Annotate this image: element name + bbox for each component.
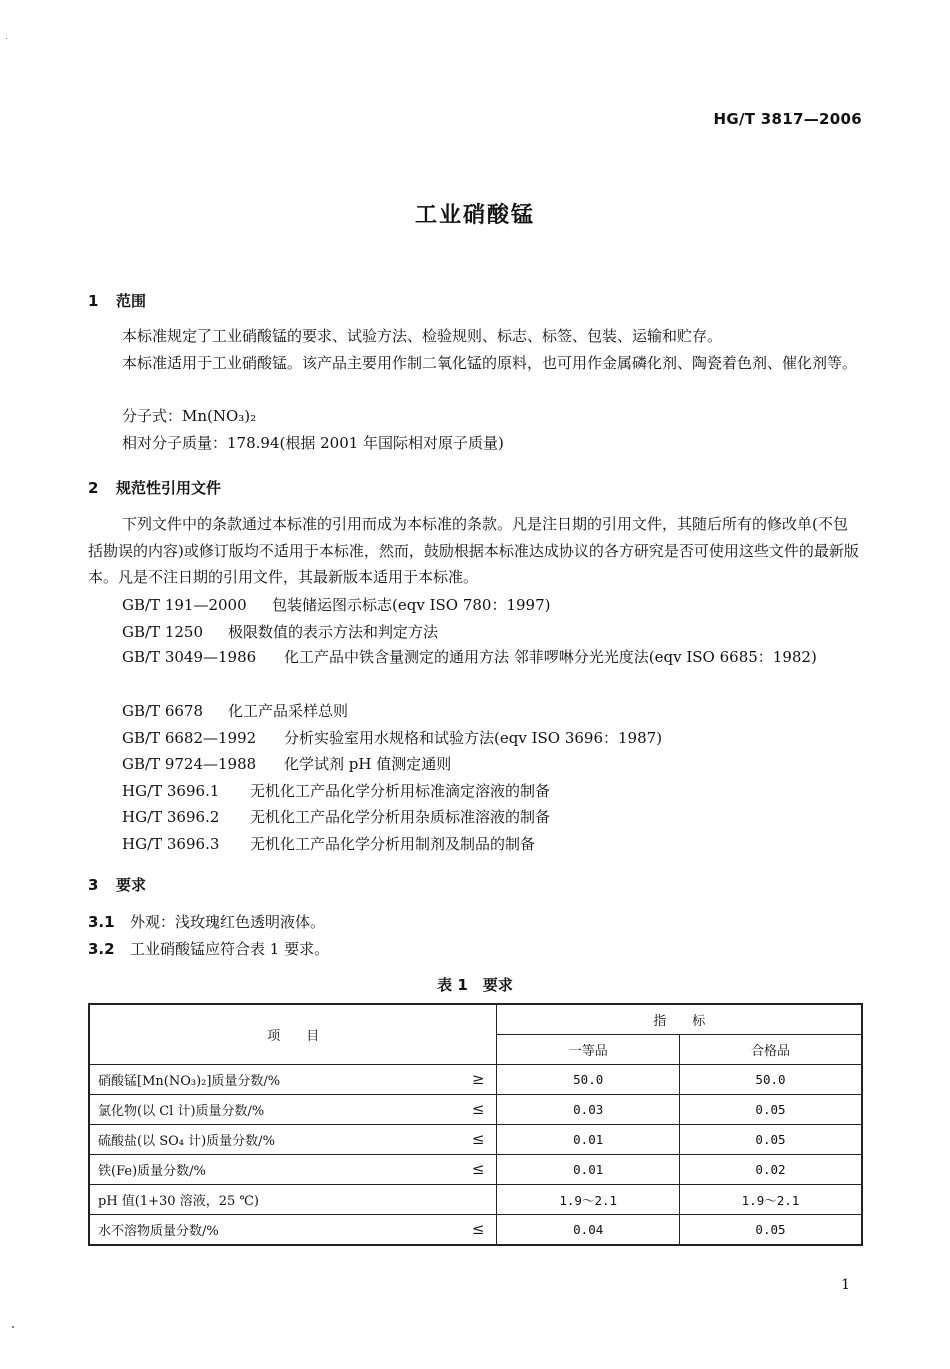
subsection-text: 工业硝酸锰应符合表 1 要求。 [130,940,330,958]
molecular-mass: 相对分子质量：178.94(根据 2001 年国际相对原子质量) [122,434,504,452]
reference-item [122,780,550,801]
section-title: 规范性引用文件 [116,479,222,497]
item-cell [89,1065,497,1095]
grade-2-value: 0.05 [679,1125,862,1155]
reference-item [122,727,662,748]
reference-code: GB/T 9724—1988 [122,755,257,773]
item-label: 硝酸锰[Mn(NO₃)₂]质量分数/% [98,1074,281,1089]
scan-speck [12,1326,14,1328]
table-caption: 表 1 要求 [437,976,513,994]
reference-item [122,594,551,615]
grade-1-value: 0.04 [497,1215,680,1246]
subsection-number: 3.2 [88,940,115,958]
grade-1-value: 0.03 [497,1095,680,1125]
header-grade-1: 一等品 [497,1035,680,1065]
requirements-table [88,1003,863,1246]
grade-1-value: 0.01 [497,1125,680,1155]
section-2-heading [88,477,221,498]
table-header-row [89,1004,862,1035]
reference-code: GB/T 3049—1986 [122,648,257,666]
grade-2-value: 0.05 [679,1215,862,1246]
reference-code: HG/T 3696.2 [122,808,220,826]
reference-item [122,753,451,774]
grade-1-value: 1.9～2.1 [497,1185,680,1215]
header-grade-2: 合格品 [679,1035,862,1065]
reference-title: 极限数值的表示方法和判定方法 [228,623,439,641]
item-cell [89,1125,497,1155]
reference-item [122,700,348,721]
item-cell [89,1155,497,1185]
comparison-symbol: ≤ [471,1100,485,1118]
section-number: 3 [88,876,99,894]
section-1-paragraph-1: 本标准规定了工业硝酸锰的要求、试验方法、检验规则、标志、标签、包装、运输和贮存。 [122,327,723,345]
comparison-symbol: ≥ [471,1070,485,1088]
table-row [89,1125,862,1155]
grade-2-value: 0.05 [679,1095,862,1125]
reference-code: GB/T 191—2000 [122,596,247,614]
table-row [89,1095,862,1125]
section-number: 1 [88,292,99,310]
item-label: 硫酸盐(以 SO₄ 计)质量分数/% [98,1134,275,1149]
grade-2-value: 1.9～2.1 [679,1185,862,1215]
section-number: 2 [88,479,99,497]
reference-code: GB/T 1250 [122,623,204,641]
item-label: 水不溶物质量分数/% [98,1224,219,1239]
subsection-3-1 [88,911,325,932]
reference-title: 化学试剂 pH 值测定通则 [284,755,452,773]
subsection-3-2 [88,938,329,959]
reference-title: 无机化工产品化学分析用制剂及制品的制备 [250,835,536,853]
comparison-symbol: ≤ [471,1130,485,1148]
reference-item [122,806,550,827]
comparison-symbol: ≤ [471,1220,485,1238]
reference-item [122,621,438,642]
subsection-text: 外观：浅玫瑰红色透明液体。 [130,913,326,931]
item-label: 铁(Fe)质量分数/% [98,1164,206,1179]
reference-title: 化工产品采样总则 [228,702,349,720]
item-label: 氯化物(以 Cl 计)质量分数/% [98,1104,265,1119]
reference-code: HG/T 3696.1 [122,782,220,800]
scan-speck [6,38,7,39]
section-3-heading [88,874,146,895]
molecular-formula: 分子式：Mn(NO₃)₂ [122,407,257,425]
section-title: 要求 [116,876,147,894]
reference-title: 无机化工产品化学分析用杂质标准溶液的制备 [250,808,551,826]
section-1-heading [88,290,146,311]
grade-1-value: 50.0 [497,1065,680,1095]
document-title: 工业硝酸锰 [414,203,535,228]
item-cell [89,1215,497,1246]
header-item: 项 目 [89,1004,497,1065]
item-cell [89,1095,497,1125]
reference-code: HG/T 3696.3 [122,835,220,853]
table-row [89,1185,862,1215]
item-cell [89,1185,497,1215]
reference-title: 无机化工产品化学分析用标准滴定溶液的制备 [250,782,551,800]
reference-title: 分析实验室用水规格和试验方法(eqv ISO 3696：1987) [284,729,663,747]
grade-1-value: 0.01 [497,1155,680,1185]
header-index: 指 标 [497,1004,862,1035]
page-number: 1 [841,1277,850,1293]
item-label: pH 值(1+30 溶液，25 ℃) [98,1194,259,1209]
comparison-symbol: ≤ [471,1160,485,1178]
subsection-number: 3.1 [88,913,115,931]
reference-item [122,833,535,854]
reference-code: GB/T 6678 [122,702,204,720]
reference-item [88,644,862,671]
table-row [89,1065,862,1095]
reference-title: 化工产品中铁含量测定的通用方法 邻菲啰啉分光光度法(eqv ISO 6685：1982) [284,648,817,666]
grade-2-value: 50.0 [679,1065,862,1095]
section-1-paragraph-2: 本标准适用于工业硝酸锰。该产品主要用作制二氧化锰的原料，也可用作金属磷化剂、陶瓷着色剂、催化剂等。 [122,354,858,372]
reference-title: 包装储运图示标志(eqv ISO 780：1997) [272,596,551,614]
section-title: 范围 [116,292,147,310]
grade-2-value: 0.02 [679,1155,862,1185]
reference-code: GB/T 6682—1992 [122,729,257,747]
table-row [89,1155,862,1185]
section-2-paragraph: 下列文件中的条款通过本标准的引用而成为本标准的条款。凡是注日期的引用文件，其随后所有的修改单(不包括勘误的内容)或修订版均不适用于本标准，然而，鼓励根据本标准达成协议的各方研究是否可使用这些文件的最新版本。凡是不注日期的引用文件，其最新版本适用于本标准。 [88,515,859,586]
table-row [89,1215,862,1246]
standard-code: HG/T 3817—2006 [713,110,862,128]
